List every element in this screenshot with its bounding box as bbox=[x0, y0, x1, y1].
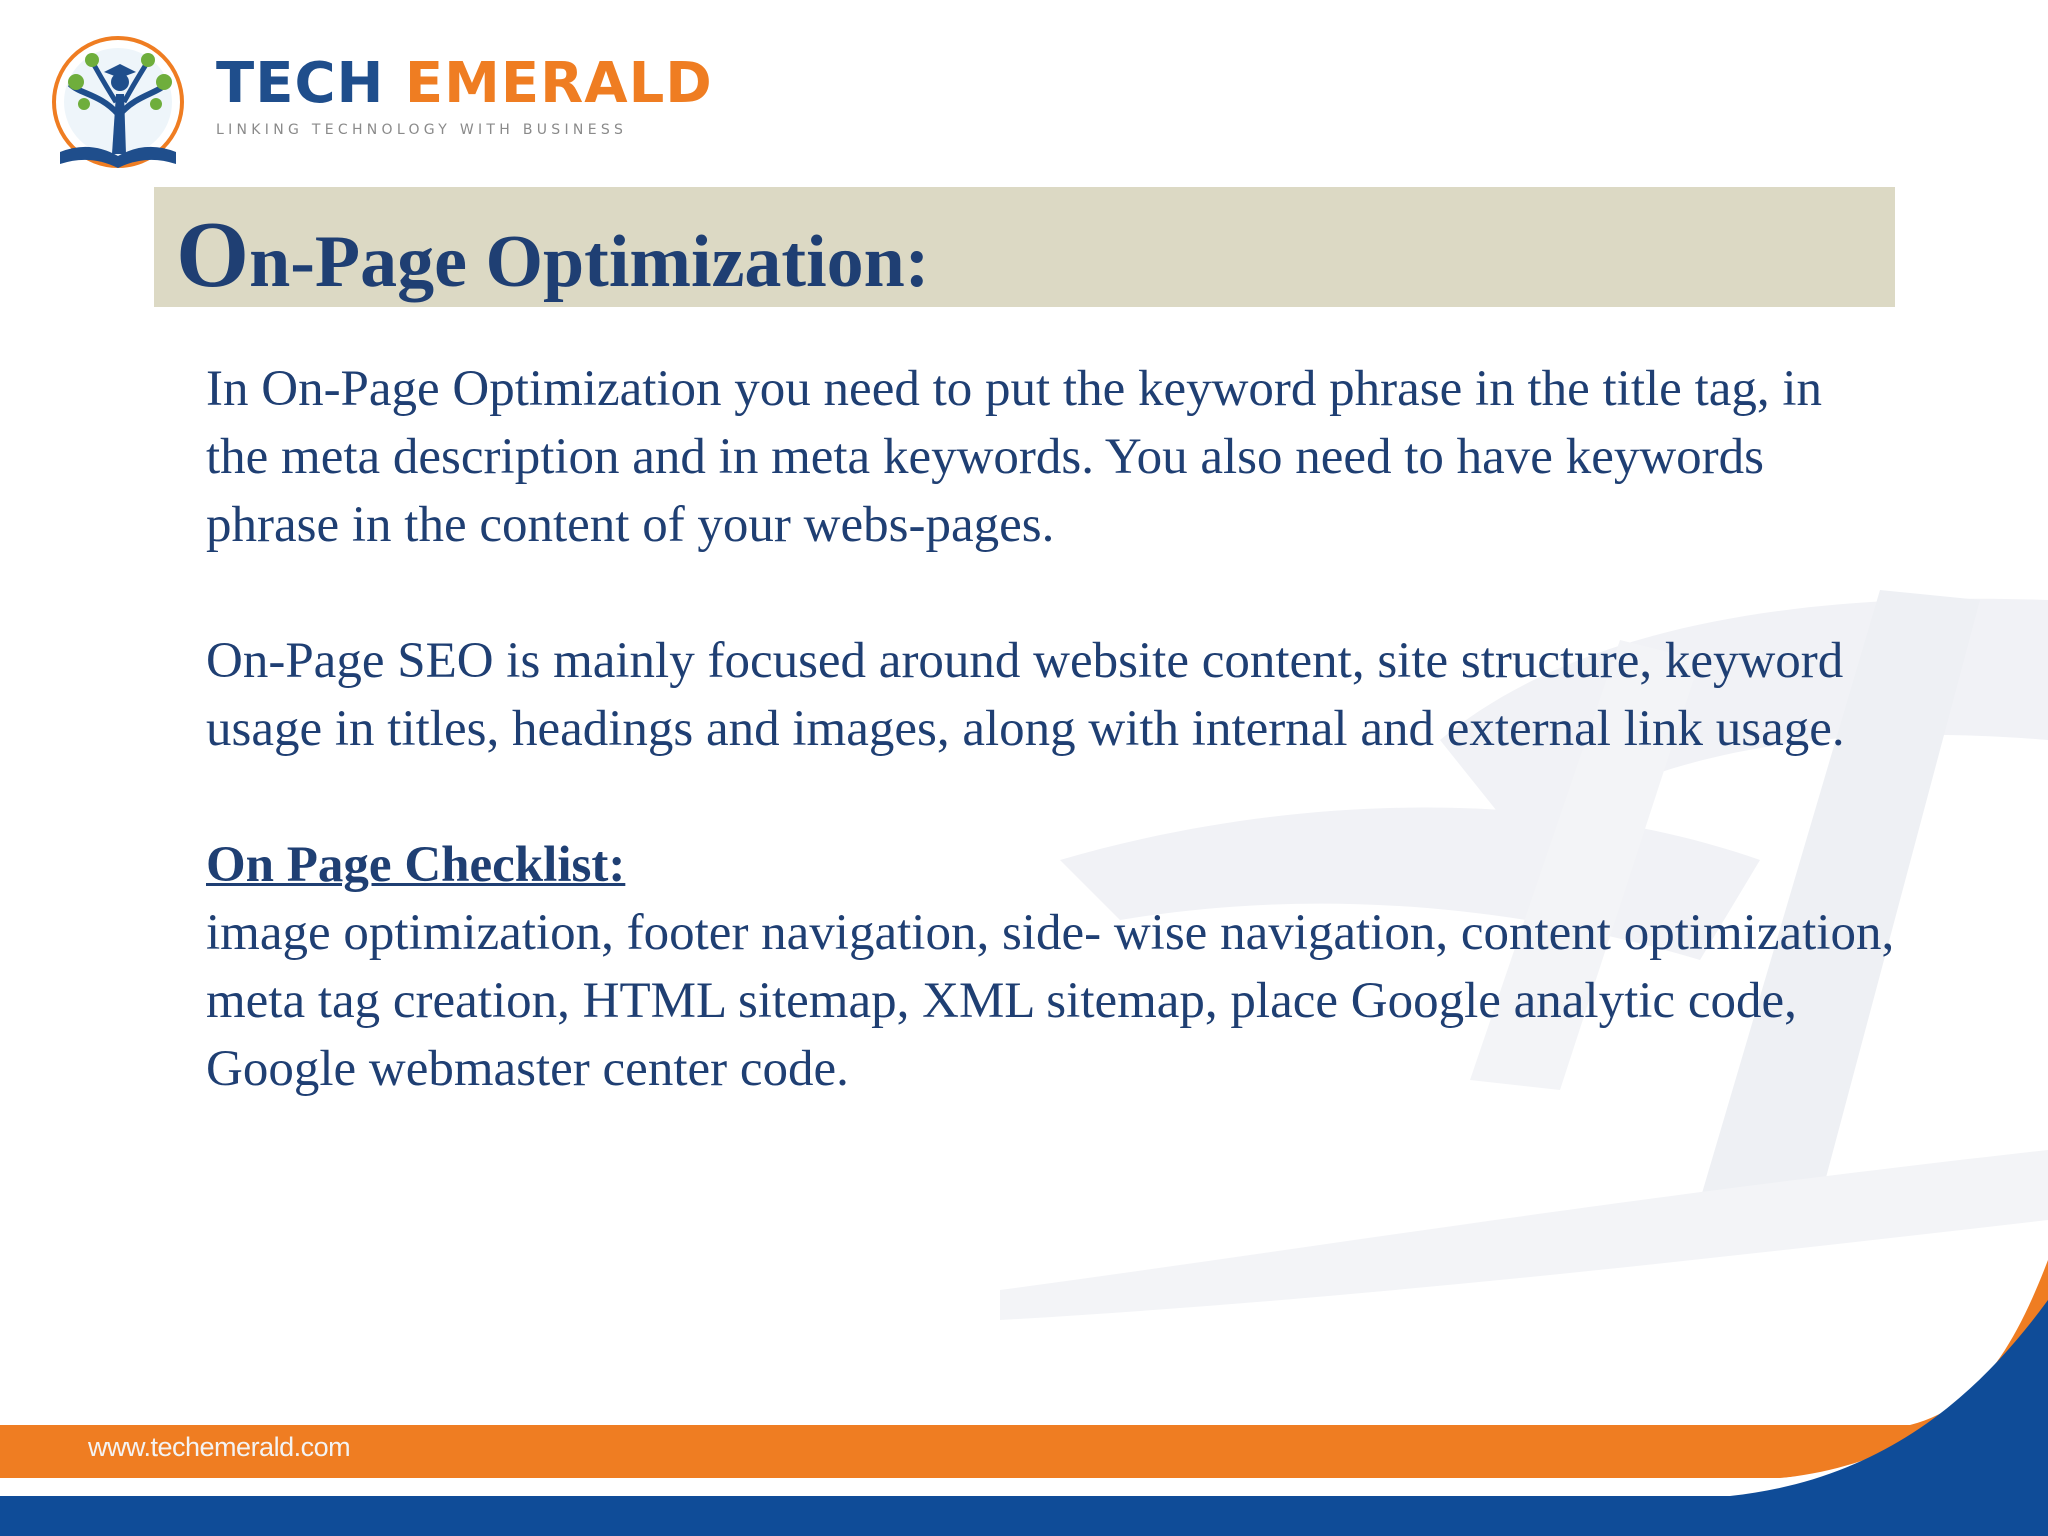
checklist-body: image optimization, footer navigation, side- wise navigation, content optimization, meta tag creation, HTML sitemap, XML sitemap, place Google analytic code, Google webmaster center code. bbox=[206, 905, 1895, 1097]
slide-title-rest: n-Page Optimization: bbox=[249, 221, 930, 303]
footer-url: www.techemerald.com bbox=[88, 1432, 351, 1462]
brand-name bbox=[216, 51, 713, 116]
tree-book-graduate-icon bbox=[40, 24, 200, 184]
brand-tagline: LINKING TECHNOLOGY WITH BUSINESS bbox=[216, 122, 628, 138]
brand-name-part2: EMERALD bbox=[404, 51, 713, 116]
paragraph-on-page-seo: On-Page SEO is mainly focused around website content, site structure, keyword usage in titles, headings and images, along with internal and external link usage. bbox=[206, 633, 1845, 757]
slide-title-initial: O bbox=[176, 203, 250, 307]
slide-content bbox=[206, 355, 1896, 1103]
paragraph-on-page-optimization: In On-Page Optimization you need to put the keyword phrase in the title tag, in the meta description and in meta keywords. You also need to have keywords phrase in the content of your webs-pages. bbox=[206, 361, 1823, 553]
slide-title-bar bbox=[154, 187, 1895, 307]
slide-title bbox=[176, 199, 929, 312]
brand-name-part1: TECH bbox=[216, 51, 385, 116]
checklist-heading: On Page Checklist: bbox=[206, 837, 626, 893]
